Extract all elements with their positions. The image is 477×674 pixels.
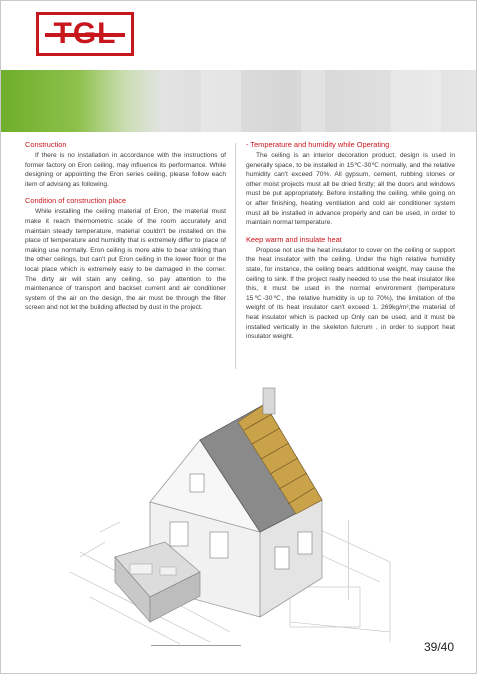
temperature-text: The ceiling is an interior decoration product, design is used in generally space, to be installed in 15℃-30℃ normally, and the relative humidity can't exceed 70%. All gypsum, cement, rubbing stones or other moist projects must all be dried firstly; all the doors and windows must be put appropriately. Before installing the ceiling, while going on or after finishing, heating ventilation and cold air conditioner system must all be installed in advance properly and can be used, in order to maintain normal temperature. [246, 152, 455, 227]
footer-rule [151, 645, 241, 646]
green-banner [1, 70, 476, 132]
logo-text: TGL [53, 17, 117, 50]
page-number: 39/40 [423, 640, 454, 654]
house-cutaway-illustration [60, 382, 400, 652]
banner-stripe [201, 70, 241, 132]
left-column [25, 140, 226, 313]
illustration-divider [348, 520, 349, 600]
condition-heading: Condition of construction place [25, 196, 127, 206]
company-logo [36, 12, 134, 56]
column-divider [235, 143, 236, 369]
keep-warm-text: Propose not use the heat insulator to cover on the ceiling or support the heat insulator with the ceiling. Under the high relative humidity state, for instance, the ceiling bears additional weight, may cause the ceiling to sink. If the project really needed to use the heat insulator like this, it must be used in the normal environment (temperature 15℃-30℃, the relative humidity is up to 70%), the limitation of the weight of its heat insulator can't exceed 1. 269kg/m²,the material of heat insulator which is packed up Only can be used, and it must be installed vertically in the skeleton fulcrum , in order to support heat insulator weight. [246, 246, 455, 341]
right-column [246, 140, 455, 342]
keep-warm-heading: Keep warm and insulate heat [246, 234, 342, 244]
banner-stripe [301, 70, 325, 132]
banner-stripe [391, 70, 441, 132]
construction-text: If there is no installation in accordance with the instructions of former factory on Eron ceiling, may influence its performance. While designing or appointing the Eron series ceiling, please follow each item of advising as following. [25, 152, 226, 188]
condition-text: While installing the ceiling material of Eron, the material must make it reach thermometric scale of the room accurately and maintain steady temperature, material couldn't be installed on the place of temperature and humidity that is extremely differ to place of making use normally. Eron ceiling is more able to bear striking than the other ceilings, but can't put Eron ceiling in the lower floor or the local place which is extremely easy to be damaged in the corner. The dirty air will stain any ceiling, so pay attention to the maintenance of transport and backset current and air conditioner system of the air on the design, the air must be through the filter screen and not let the building affected by dust in the project. [25, 208, 226, 312]
construction-heading: Construction [25, 140, 67, 149]
temperature-heading: - Temperature and humidity while Operating [246, 140, 390, 149]
